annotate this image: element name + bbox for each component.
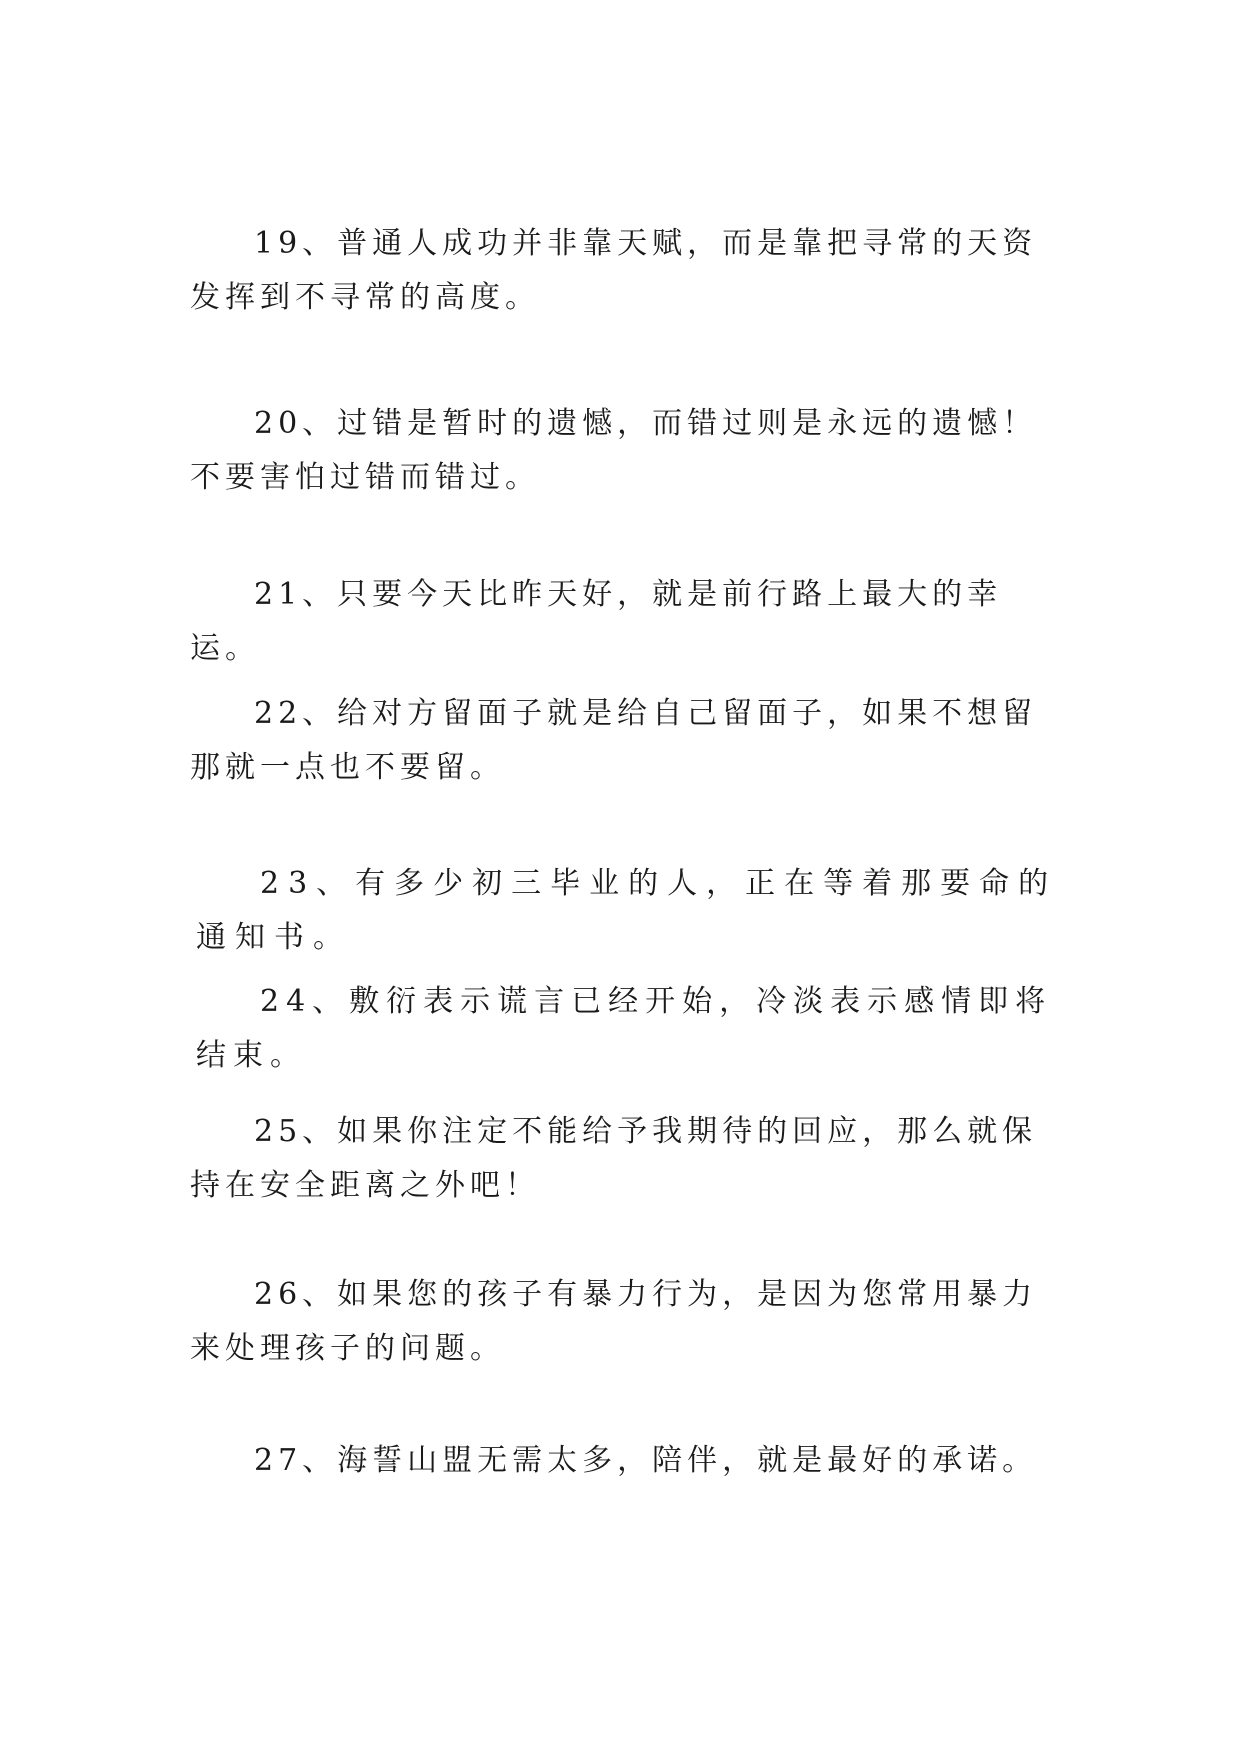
paragraph-27: 27、海誓山盟无需太多，陪伴，就是最好的承诺。 xyxy=(254,1443,1038,1478)
paragraph-21: 21、只要今天比昨天好，就是前行路上最大的幸运。 xyxy=(190,577,1003,666)
paragraph-26: 26、如果您的孩子有暴力行为，是因为您常用暴力来处理孩子的问题。 xyxy=(190,1277,1038,1366)
paragraph-22: 22、给对方留面子就是给自己留面子，如果不想留那就一点也不要留。 xyxy=(190,696,1038,785)
paragraph-19: 19、普通人成功并非靠天赋，而是靠把寻常的天资发挥到不寻常的高度。 xyxy=(190,226,1038,315)
paragraph-20: 20、过错是暂时的遗憾，而错过则是永远的遗憾！不要害怕过错而错过。 xyxy=(190,406,1038,495)
paragraph-23: 23、有多少初三毕业的人，正在等着那要命的通知书。 xyxy=(196,866,1058,955)
paragraph-24: 24、敷衍表示谎言已经开始，冷淡表示感情即将结束。 xyxy=(196,984,1053,1073)
paragraph-25: 25、如果你注定不能给予我期待的回应，那么就保持在安全距离之外吧！ xyxy=(190,1114,1038,1203)
